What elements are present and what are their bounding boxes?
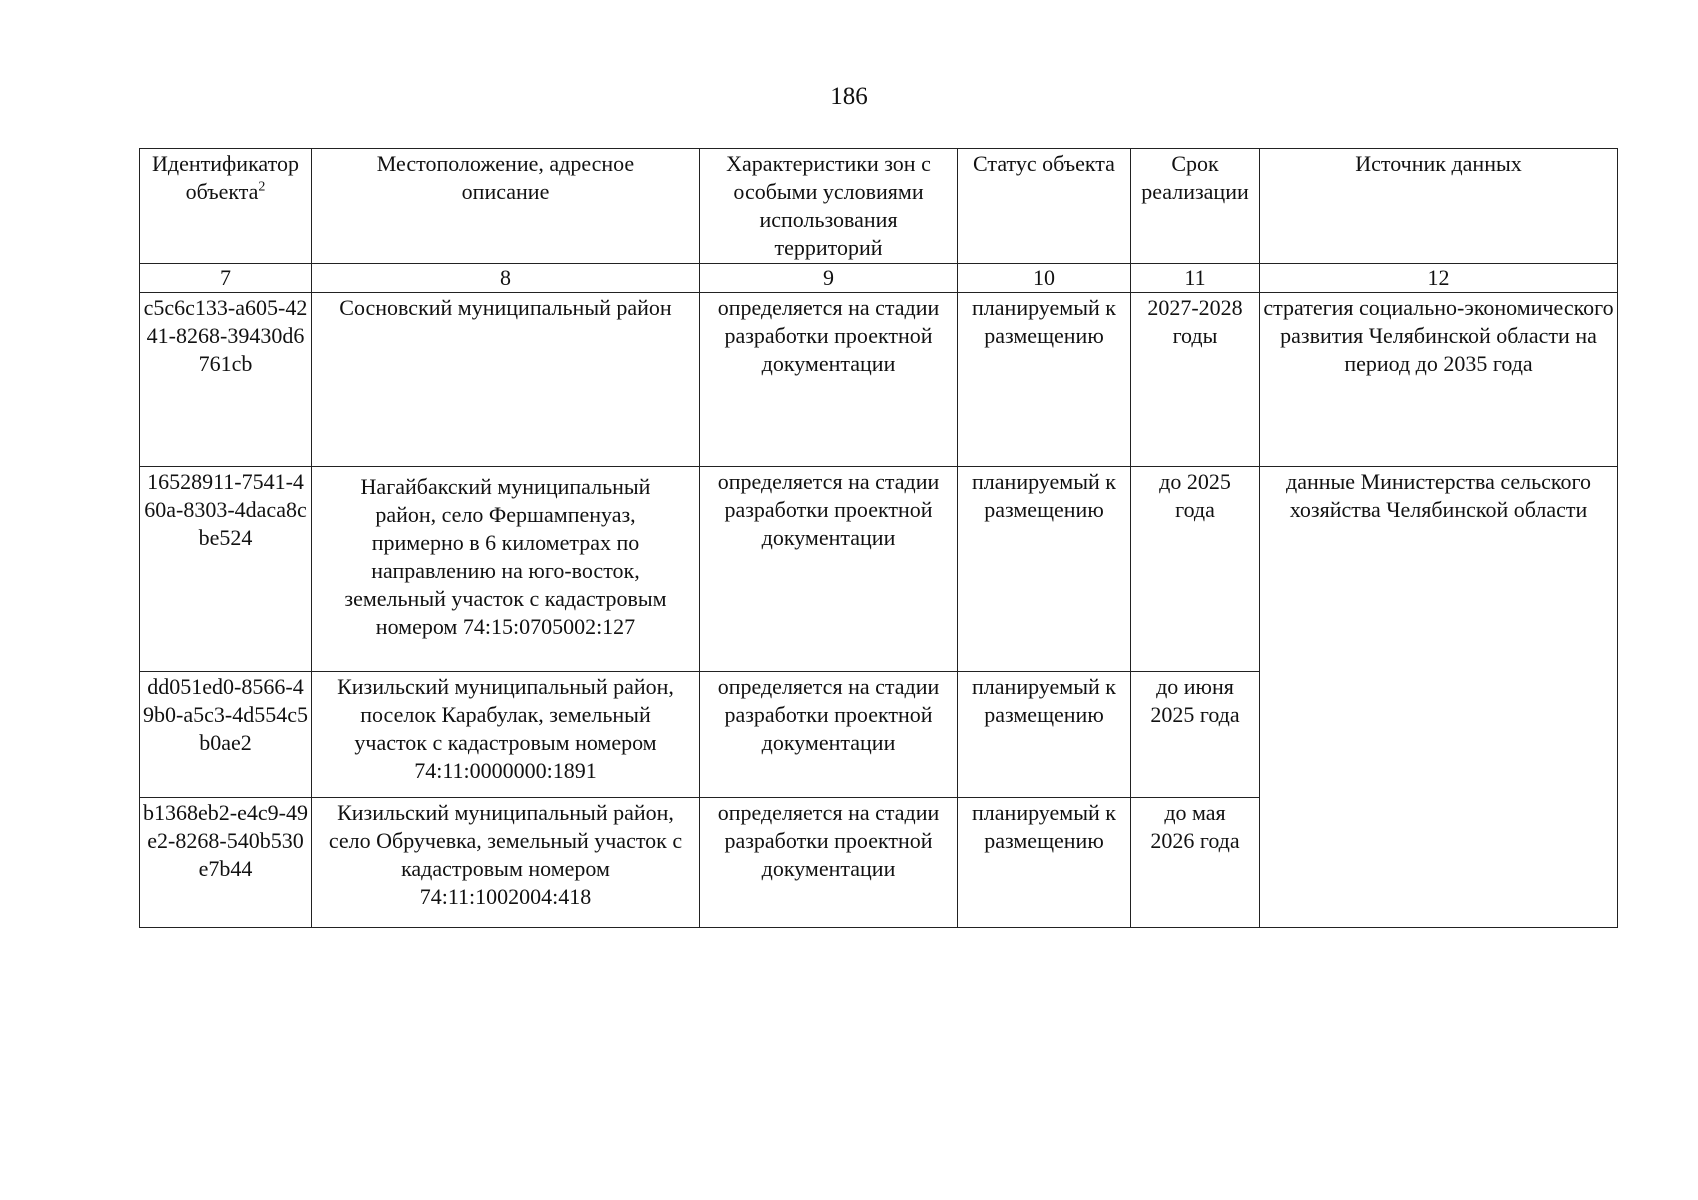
object-id-cell: b1368eb2-e4c9-49e2-8268-540b530e7b44 bbox=[140, 798, 312, 928]
page-number: 186 bbox=[830, 83, 868, 110]
header-zones: Характеристики зон с особыми условиями использования территорий bbox=[700, 149, 958, 264]
column-number: 9 bbox=[700, 264, 958, 293]
source-cell: стратегия социально-экономического развития Челябинской области на период до 2035 года bbox=[1260, 293, 1618, 467]
header-source: Источник данных bbox=[1260, 149, 1618, 264]
status-cell: планируемый к размещению bbox=[958, 798, 1131, 928]
source-cell: данные Министерства сельского хозяйства Челябинской области bbox=[1260, 467, 1618, 928]
status-cell: планируемый к размещению bbox=[958, 672, 1131, 798]
zones-cell: определяется на стадии разработки проектной документации bbox=[700, 467, 958, 672]
column-number: 8 bbox=[312, 264, 700, 293]
location-cell: Кизильский муниципальный район, поселок Карабулак, земельный участок с кадастровым номером 74:11:0000000:1891 bbox=[312, 672, 700, 798]
term-cell: до июня 2025 года bbox=[1131, 672, 1260, 798]
term-cell: до мая 2026 года bbox=[1131, 798, 1260, 928]
object-id-cell: 16528911-7541-460a-8303-4daca8cbe524 bbox=[140, 467, 312, 672]
object-id-cell: c5c6c133-a605-4241-8268-39430d6761cb bbox=[140, 293, 312, 467]
header-object-id bbox=[140, 149, 312, 264]
term-cell: 2027-2028 годы bbox=[1131, 293, 1260, 467]
zones-cell: определяется на стадии разработки проектной документации bbox=[700, 798, 958, 928]
location-cell: Кизильский муниципальный район, село Обручевка, земельный участок с кадастровым номером 74:11:1002004:418 bbox=[312, 798, 700, 928]
header-footnote-mark: 2 bbox=[258, 179, 266, 195]
header-object-id-line2: объекта bbox=[185, 179, 259, 204]
column-number-row bbox=[140, 264, 1618, 293]
term-cell: до 2025 года bbox=[1131, 467, 1260, 672]
column-number: 11 bbox=[1131, 264, 1260, 293]
header-status: Статус объекта bbox=[958, 149, 1131, 264]
table-header-row bbox=[140, 149, 1618, 264]
location-cell: Сосновский муниципальный район bbox=[312, 293, 700, 467]
column-number: 10 bbox=[958, 264, 1131, 293]
status-cell: планируемый к размещению bbox=[958, 293, 1131, 467]
table-row bbox=[140, 467, 1618, 672]
zones-cell: определяется на стадии разработки проектной документации bbox=[700, 672, 958, 798]
location-cell: Нагайбакский муниципальный район, село Фершампенуаз, примерно в 6 километрах по направлению на юго-восток, земельный участок с кадастровым номером 74:15:0705002:127 bbox=[312, 467, 700, 672]
header-location: Местоположение, адресное описание bbox=[312, 149, 700, 264]
table-row bbox=[140, 293, 1618, 467]
objects-table bbox=[139, 148, 1618, 928]
zones-cell: определяется на стадии разработки проектной документации bbox=[700, 293, 958, 467]
column-number: 12 bbox=[1260, 264, 1618, 293]
header-term: Срок реализации bbox=[1131, 149, 1260, 264]
header-object-id-line1: Идентификатор bbox=[152, 151, 299, 176]
object-id-cell: dd051ed0-8566-49b0-a5c3-4d554c5b0ae2 bbox=[140, 672, 312, 798]
column-number: 7 bbox=[140, 264, 312, 293]
status-cell: планируемый к размещению bbox=[958, 467, 1131, 672]
